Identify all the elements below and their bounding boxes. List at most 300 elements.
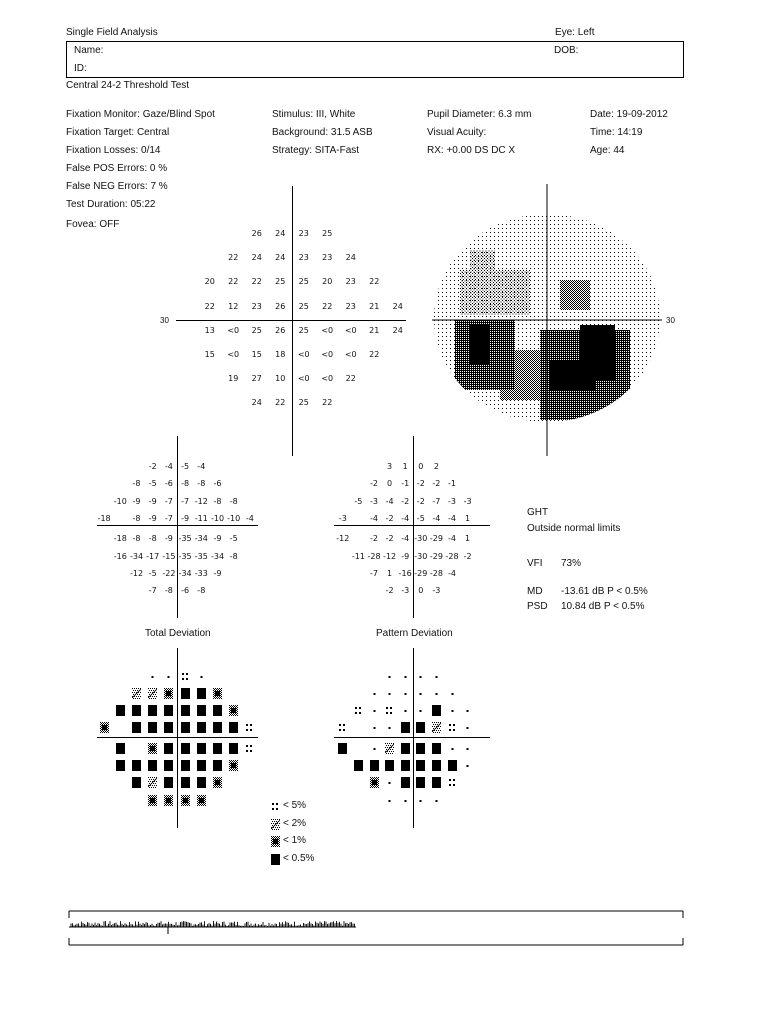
pd-value: -29 — [414, 568, 428, 578]
td-value: -16 — [113, 551, 127, 561]
td-value: -4 — [245, 513, 254, 523]
legend-p2-icon — [271, 819, 280, 830]
threshold-value: 22 — [322, 301, 333, 311]
pd-value: -30 — [414, 551, 428, 561]
pd-value: -4 — [448, 534, 456, 544]
dob-field-label: DOB: — [554, 45, 579, 56]
legend-p5-icon — [271, 801, 280, 812]
pd-value: 1 — [465, 534, 471, 544]
md-value: -13.61 dB P < 0.5% — [561, 586, 648, 597]
td-value: -8 — [197, 479, 206, 489]
threshold-value: 22 — [369, 350, 380, 359]
pd-prob-p5-icon — [448, 777, 457, 788]
threshold-value: 12 — [228, 301, 239, 311]
id-field-label: ID: — [74, 63, 87, 74]
pd-prob-p05-icon — [354, 760, 363, 771]
pd-prob-p05-icon — [432, 705, 441, 716]
vfi-value: 73% — [561, 558, 582, 569]
td-value: -9 — [213, 534, 222, 544]
pd-prob-dot-icon — [416, 671, 425, 682]
pd-value: 0 — [387, 479, 393, 489]
pd-value: 0 — [418, 586, 424, 596]
td-value: -4 — [164, 462, 173, 471]
pd-value: -2 — [401, 496, 410, 506]
threshold-value: <0 — [344, 350, 357, 359]
td-prob-p05-icon — [164, 777, 173, 788]
pupil-diameter: Pupil Diameter: 6.3 mm — [427, 109, 532, 120]
td-value: -34 — [194, 534, 208, 544]
fixation-monitor: Fixation Monitor: Gaze/Blind Spot — [66, 109, 215, 120]
td-value: -18 — [97, 513, 111, 523]
legend-label: < 2% — [283, 817, 307, 829]
md-label: MD — [527, 586, 543, 597]
pd-prob-dot-icon — [385, 671, 394, 682]
threshold-axis-label-right: 30 — [666, 316, 675, 325]
pd-prob-v-axis — [413, 648, 414, 828]
threshold-value: <0 — [297, 350, 310, 359]
td-prob-p05-icon — [164, 760, 173, 771]
td-value: -7 — [181, 496, 190, 506]
td-value: -10 — [113, 496, 127, 506]
td-value: -33 — [194, 568, 208, 578]
threshold-value: 26 — [275, 301, 286, 311]
td-prob-dot-icon — [197, 671, 206, 682]
pd-value: -2 — [385, 534, 394, 544]
td-prob-p05-icon — [164, 743, 173, 754]
td-value: -18 — [113, 534, 127, 544]
stimulus: Stimulus: III, White — [272, 109, 356, 120]
td-value: -7 — [164, 513, 173, 523]
td-prob-p05-icon — [229, 743, 238, 754]
false-neg-errors: False NEG Errors: 7 % — [66, 181, 168, 192]
pd-prob-p05-icon — [401, 743, 410, 754]
td-v-axis — [177, 436, 178, 618]
threshold-value: <0 — [321, 350, 334, 359]
legend-p1-icon — [271, 836, 280, 847]
threshold-value: 27 — [251, 374, 262, 384]
threshold-value: 24 — [345, 253, 356, 263]
td-value: -8 — [181, 479, 190, 489]
name-field-label: Name: — [74, 45, 104, 56]
pd-prob-p5-icon — [448, 722, 457, 733]
psd-label: PSD — [527, 601, 548, 612]
pd-prob-dot-icon — [432, 795, 441, 806]
pd-prob-p05-icon — [416, 760, 425, 771]
td-value: -5 — [229, 534, 238, 544]
threshold-value: 24 — [392, 301, 403, 311]
pd-value: 1 — [402, 462, 408, 471]
pd-value: -4 — [370, 513, 378, 523]
td-value: -2 — [148, 462, 157, 471]
fovea: Fovea: OFF — [66, 219, 120, 230]
false-pos-errors: False POS Errors: 0 % — [66, 163, 168, 174]
pattern-deviation-label: Pattern Deviation — [376, 628, 453, 639]
pd-value: -3 — [448, 496, 456, 506]
threshold-value: 19 — [228, 374, 239, 384]
td-prob-p05-icon — [181, 722, 190, 733]
td-prob-p5-icon — [181, 671, 190, 682]
pd-prob-p05-icon — [432, 760, 441, 771]
td-prob-dot-icon — [148, 671, 157, 682]
pd-value: -2 — [370, 534, 378, 544]
td-prob-p05-icon — [116, 705, 125, 716]
td-value: -35 — [194, 551, 208, 561]
pd-value: -4 — [448, 513, 456, 523]
threshold-v-axis — [292, 186, 293, 456]
pd-prob-dot-icon — [401, 671, 410, 682]
td-prob-p05-icon — [197, 760, 206, 771]
pd-prob-p05-icon — [338, 743, 347, 754]
pd-prob-dot-icon — [448, 743, 457, 754]
pd-value: -3 — [432, 586, 441, 596]
td-prob-p2-icon — [148, 777, 157, 788]
pd-value: -7 — [432, 496, 441, 506]
pd-prob-dot-icon — [448, 705, 457, 716]
threshold-value: 10 — [275, 374, 286, 384]
pd-prob-h-axis — [334, 737, 490, 738]
td-prob-p1-icon — [148, 743, 157, 754]
threshold-axis-label-left: 30 — [160, 316, 169, 325]
threshold-value: 21 — [369, 325, 380, 335]
td-prob-p05-icon — [197, 743, 206, 754]
pd-value: -3 — [370, 496, 378, 506]
pd-value: -9 — [401, 551, 410, 561]
td-value: -22 — [162, 568, 176, 578]
report-title: Single Field Analysis — [66, 27, 158, 38]
pd-prob-dot-icon — [448, 688, 457, 699]
threshold-value: 13 — [204, 325, 215, 335]
pd-prob-dot-icon — [385, 795, 394, 806]
pd-value: -1 — [448, 479, 456, 489]
pd-value: -4 — [448, 568, 456, 578]
threshold-value: 20 — [322, 277, 333, 287]
td-value: -9 — [213, 568, 222, 578]
pd-value: -11 — [351, 551, 365, 561]
pd-prob-p05-icon — [385, 760, 394, 771]
td-value: -5 — [148, 479, 157, 489]
td-value: -8 — [132, 513, 141, 523]
td-prob-p05-icon — [132, 722, 141, 733]
td-prob-p1-icon — [164, 795, 173, 806]
pd-prob-p05-icon — [401, 760, 410, 771]
pd-prob-p05-icon — [432, 777, 441, 788]
pd-prob-dot-icon — [370, 705, 379, 716]
threshold-value: 25 — [298, 301, 309, 311]
pd-prob-dot-icon — [401, 705, 410, 716]
td-prob-p05-icon — [148, 722, 157, 733]
params-col2 — [272, 106, 373, 160]
pd-prob-dot-icon — [463, 705, 472, 716]
td-prob-p2-icon — [132, 688, 141, 699]
td-value: -6 — [181, 586, 190, 596]
pd-prob-dot-icon — [385, 722, 394, 733]
threshold-value: <0 — [227, 325, 240, 335]
pd-prob-dot-icon — [463, 743, 472, 754]
pd-value: -2 — [432, 479, 441, 489]
pd-value: -1 — [401, 479, 410, 489]
td-prob-p05-icon — [229, 722, 238, 733]
pd-prob-dot-icon — [416, 795, 425, 806]
threshold-value: 23 — [298, 229, 309, 238]
td-value: -6 — [213, 479, 222, 489]
total-deviation-label: Total Deviation — [145, 628, 211, 639]
threshold-value: <0 — [344, 325, 357, 335]
td-value: -8 — [132, 479, 141, 489]
pd-prob-dot-icon — [401, 688, 410, 699]
pd-prob-dot-icon — [463, 760, 472, 771]
td-value: -12 — [194, 496, 208, 506]
td-value: -34 — [178, 568, 192, 578]
pd-prob-p05-icon — [401, 777, 410, 788]
threshold-value: 20 — [204, 277, 215, 287]
td-prob-p05-icon — [181, 705, 190, 716]
td-value: -11 — [194, 513, 208, 523]
td-value: -8 — [197, 586, 206, 596]
td-value: -5 — [148, 568, 157, 578]
threshold-value: 25 — [298, 398, 309, 408]
pd-value: -2 — [370, 479, 378, 489]
td-prob-dot-icon — [164, 671, 173, 682]
pd-value: -3 — [401, 586, 410, 596]
legend-label: < 1% — [283, 835, 307, 846]
td-prob-p05-icon — [148, 705, 157, 716]
td-prob-p05-icon — [197, 722, 206, 733]
threshold-value: <0 — [297, 374, 310, 384]
td-value: -12 — [129, 568, 144, 578]
pd-prob-dot-icon — [416, 705, 425, 716]
td-value: -9 — [181, 513, 190, 523]
td-prob-p1-icon — [213, 688, 222, 699]
threshold-value: 21 — [369, 301, 380, 311]
td-prob-p1-icon — [181, 795, 190, 806]
threshold-value: 23 — [345, 301, 356, 311]
pd-value: -2 — [463, 551, 472, 561]
pd-value: -5 — [354, 496, 363, 506]
td-prob-p05-icon — [116, 743, 125, 754]
pd-value: -4 — [385, 496, 394, 506]
pd-prob-p05-icon — [448, 760, 457, 771]
threshold-value: 25 — [275, 277, 286, 287]
threshold-value: 23 — [345, 277, 356, 287]
td-value: -15 — [162, 551, 176, 561]
pd-value: -4 — [401, 513, 410, 523]
pd-prob-p2-icon — [432, 722, 441, 733]
td-value: -8 — [148, 534, 157, 544]
pd-prob-p05-icon — [401, 722, 410, 733]
td-prob-p05-icon — [164, 722, 173, 733]
test-time: Time: 14:19 — [590, 127, 643, 138]
td-prob-p05-icon — [213, 705, 222, 716]
grayscale-plot — [430, 180, 670, 460]
threshold-value: 15 — [251, 350, 262, 359]
td-value: -7 — [148, 586, 157, 596]
psd-value: 10.84 dB P < 0.5% — [561, 601, 645, 612]
td-prob-p1-icon — [213, 777, 222, 788]
pd-prob-dot-icon — [401, 795, 410, 806]
td-value: -9 — [164, 534, 173, 544]
threshold-value: 22 — [228, 277, 239, 287]
pd-value: -29 — [429, 551, 443, 561]
td-prob-p05-icon — [197, 688, 206, 699]
td-value: -6 — [164, 479, 173, 489]
td-prob-p05-icon — [197, 705, 206, 716]
pd-value: -28 — [429, 568, 443, 578]
pd-h-axis — [334, 525, 490, 526]
pd-prob-dot-icon — [463, 722, 472, 733]
pd-value: -16 — [398, 568, 412, 578]
threshold-value: 22 — [204, 301, 215, 311]
td-prob-p1-icon — [100, 722, 109, 733]
td-value: -9 — [148, 513, 157, 523]
td-value: -8 — [229, 496, 238, 506]
pd-value: 0 — [418, 462, 424, 471]
td-prob-p05-icon — [213, 760, 222, 771]
pd-prob-p05-icon — [416, 743, 425, 754]
td-prob-p05-icon — [213, 722, 222, 733]
pd-prob-p5-icon — [338, 722, 347, 733]
ght-label: GHT — [527, 507, 549, 518]
td-prob-p05-icon — [132, 760, 141, 771]
pd-value: 1 — [387, 568, 393, 578]
pd-prob-p05-icon — [432, 743, 441, 754]
td-value: -7 — [164, 496, 173, 506]
threshold-value: 26 — [275, 325, 286, 335]
td-prob-p1-icon — [164, 688, 173, 699]
params-col1 — [66, 106, 215, 214]
pd-value: -28 — [445, 551, 459, 561]
td-prob-p05-icon — [181, 777, 190, 788]
legend-label: < 0.5% — [283, 852, 315, 864]
vfi-label: VFI — [527, 558, 543, 569]
td-prob-p05-icon — [164, 705, 173, 716]
threshold-value: <0 — [227, 350, 240, 359]
td-prob-v-axis — [177, 648, 178, 828]
eye-label: Eye: Left — [555, 27, 595, 38]
pd-value: -5 — [416, 513, 425, 523]
pd-prob-dot-icon — [432, 671, 441, 682]
patient-age: Age: 44 — [590, 145, 625, 156]
pd-v-axis — [413, 436, 414, 618]
pd-prob-p05-icon — [416, 722, 425, 733]
visual-acuity: Visual Acuity: — [427, 127, 487, 138]
td-prob-p05-icon — [116, 760, 125, 771]
td-value: -35 — [178, 534, 192, 544]
td-value: -10 — [227, 513, 241, 523]
fixation-losses: Fixation Losses: 0/14 — [66, 145, 161, 156]
strategy: Strategy: SITA-Fast — [272, 145, 360, 156]
pd-prob-dot-icon — [432, 688, 441, 699]
test-name: Central 24-2 Threshold Test — [66, 80, 190, 91]
td-value: -9 — [148, 496, 157, 506]
pd-prob-dot-icon — [370, 688, 379, 699]
threshold-value: 23 — [251, 301, 262, 311]
td-value: -8 — [229, 551, 238, 561]
params-col4 — [590, 106, 668, 160]
pd-value: -3 — [463, 496, 472, 506]
threshold-value: 15 — [204, 350, 215, 359]
threshold-value: <0 — [321, 325, 334, 335]
td-prob-p05-icon — [181, 760, 190, 771]
threshold-value: 24 — [275, 229, 286, 238]
params-col3 — [427, 106, 531, 160]
threshold-h-axis — [176, 320, 406, 321]
pd-prob-p05-icon — [370, 760, 379, 771]
td-prob-p1-icon — [229, 705, 238, 716]
pd-prob-dot-icon — [385, 688, 394, 699]
pd-value: -12 — [383, 551, 397, 561]
rx: RX: +0.00 DS DC X — [427, 145, 516, 156]
threshold-value: 18 — [275, 350, 286, 359]
threshold-value: 24 — [275, 253, 286, 263]
pd-value: -4 — [432, 513, 441, 523]
td-prob-p05-icon — [197, 777, 206, 788]
pd-value: -29 — [429, 534, 443, 544]
pd-value: 3 — [387, 462, 393, 471]
td-prob-p2-icon — [148, 688, 157, 699]
threshold-value: 23 — [322, 253, 333, 263]
threshold-value: 23 — [298, 253, 309, 263]
ght-value: Outside normal limits — [527, 523, 621, 534]
pd-value: -2 — [416, 479, 425, 489]
legend-label: < 5% — [283, 800, 307, 811]
pd-value: 1 — [465, 513, 471, 523]
pd-prob-p05-icon — [416, 777, 425, 788]
background: Background: 31.5 ASB — [272, 127, 373, 138]
threshold-value: 22 — [345, 374, 356, 384]
gaze-trace — [71, 921, 355, 934]
threshold-value: 22 — [322, 398, 333, 408]
patient-info-box — [66, 41, 684, 78]
threshold-value: 25 — [251, 325, 262, 335]
pd-value: -28 — [367, 551, 381, 561]
threshold-value: 24 — [251, 398, 262, 408]
threshold-value: 24 — [392, 325, 403, 335]
td-value: -8 — [132, 534, 141, 544]
td-value: -4 — [197, 462, 206, 471]
td-prob-p05-icon — [132, 705, 141, 716]
threshold-value: 25 — [322, 229, 333, 238]
td-value: -34 — [129, 551, 144, 561]
pd-value: -30 — [414, 534, 428, 544]
td-prob-p1-icon — [197, 795, 206, 806]
pd-prob-p1-icon — [370, 777, 379, 788]
threshold-value: 22 — [369, 277, 380, 287]
pd-value: -4 — [401, 534, 410, 544]
threshold-value: 22 — [228, 253, 239, 263]
td-prob-p1-icon — [148, 795, 157, 806]
pd-value: -3 — [338, 513, 347, 523]
pd-value: -2 — [416, 496, 425, 506]
test-date: Date: 19-09-2012 — [590, 109, 668, 120]
pd-value: -2 — [385, 513, 394, 523]
td-value: -17 — [146, 551, 160, 561]
threshold-value: 25 — [298, 277, 309, 287]
td-prob-p1-icon — [229, 760, 238, 771]
td-value: -5 — [181, 462, 190, 471]
threshold-value: 24 — [251, 253, 262, 263]
td-value: -8 — [164, 586, 173, 596]
pd-prob-dot-icon — [370, 722, 379, 733]
pd-prob-dot-icon — [385, 777, 394, 788]
fixation-target: Fixation Target: Central — [66, 127, 170, 138]
threshold-value: <0 — [321, 374, 334, 384]
pd-value: 2 — [433, 462, 439, 471]
pd-prob-p5-icon — [385, 705, 394, 716]
td-prob-p05-icon — [181, 688, 190, 699]
legend-p05-icon — [271, 854, 280, 865]
td-value: -10 — [210, 513, 225, 523]
td-value: -35 — [178, 551, 192, 561]
